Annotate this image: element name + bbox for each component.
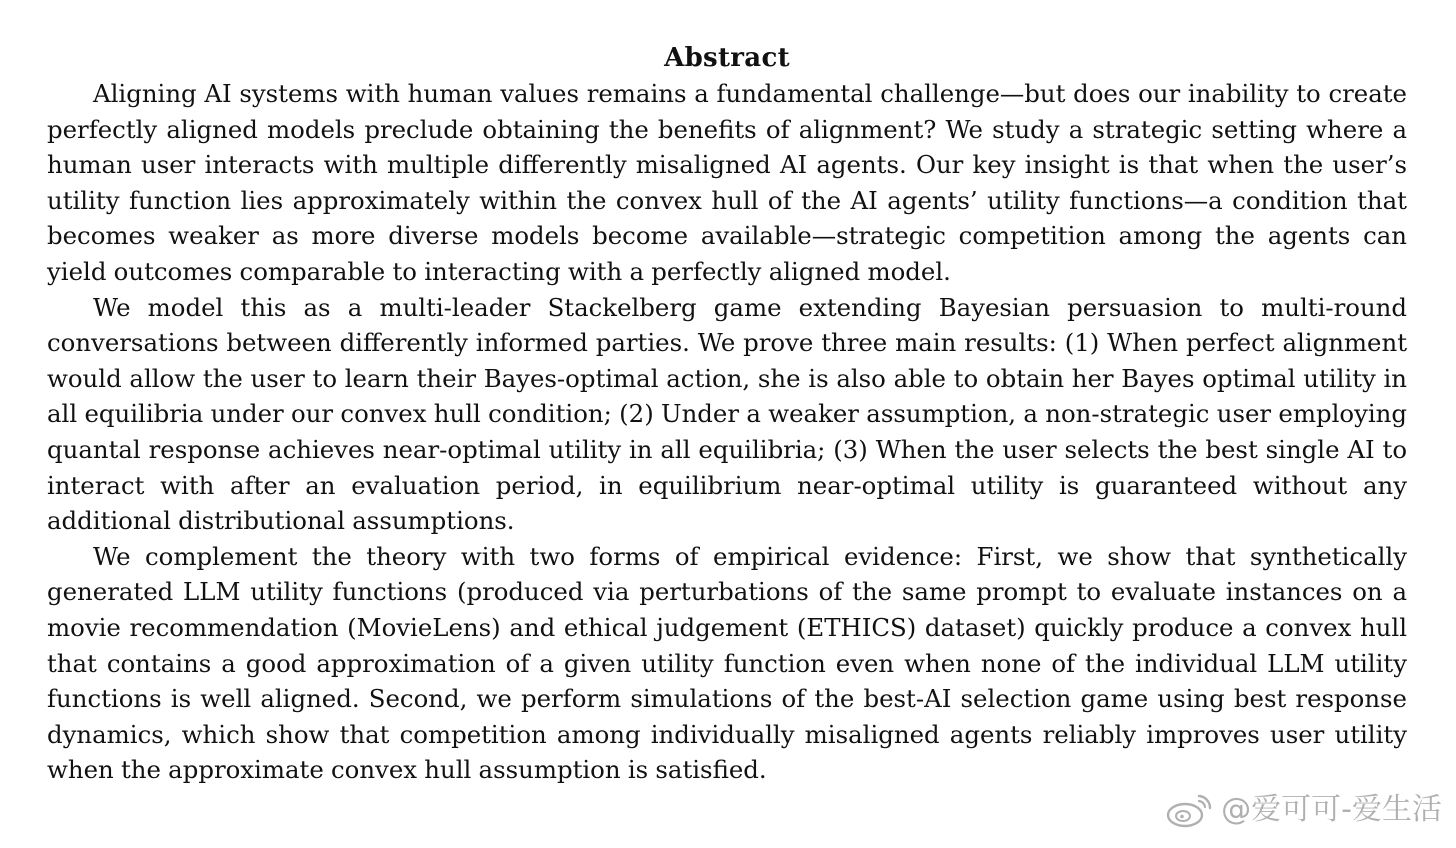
- paper-page: [47, 40, 1407, 788]
- abstract-paragraph-1: Aligning AI systems with human values remains a fundamental challenge—but does our inability to create perfectly aligned models preclude obtaining the benefits of alignment? We study a strategic setting where a human user interacts with multiple differently misaligned AI agents. Our key insight is that when the user’s utility function lies approximately within the convex hull of the AI agents’ utility functions—a condition that becomes weaker as more diverse models become available—strategic competition among the agents can yield outcomes comparable to interacting with a perfectly aligned model.: [47, 79, 1407, 286]
- watermark-text: @爱可可-爱生活: [1221, 792, 1442, 827]
- abstract-paragraph-3: We complement the theory with two forms of empirical evidence: First, we show that synthetically generated LLM utility functions (produced via perturbations of the same prompt to evaluate instances on a movie recommendation (MovieLens) and ethical judgement (ETHICS) dataset) quickly produce a convex hull that contains a good approximation of a given utility function even when none of the individual LLM utility functions is well aligned. Second, we perform simulations of the best-AI selection game using best response dynamics, which show that competition among individually misaligned agents reliably improves user utility when the approximate convex hull assumption is satisfied.: [47, 541, 1407, 785]
- abstract-body: [47, 76, 1407, 788]
- abstract-paragraph-2: We model this as a multi-leader Stackelberg game extending Bayesian persuasion to multi-round conversations between differently informed parties. We prove three main results: (1) When perfect alignment would allow the user to learn their Bayes-optimal action, she is also able to obtain her Bayes optimal utility in all equilibria under our convex hull condition; (2) Under a weaker assumption, a non-strategic user employing quantal response achieves near-optimal utility in all equilibria; (3) When the user selects the best single AI to interact with after an evaluation period, in equilibrium near-optimal utility is guaranteed without any additional distributional assumptions.: [47, 292, 1407, 536]
- watermark: [1163, 790, 1442, 830]
- abstract-heading: Abstract: [664, 43, 790, 73]
- weibo-logo-icon: [1163, 790, 1215, 830]
